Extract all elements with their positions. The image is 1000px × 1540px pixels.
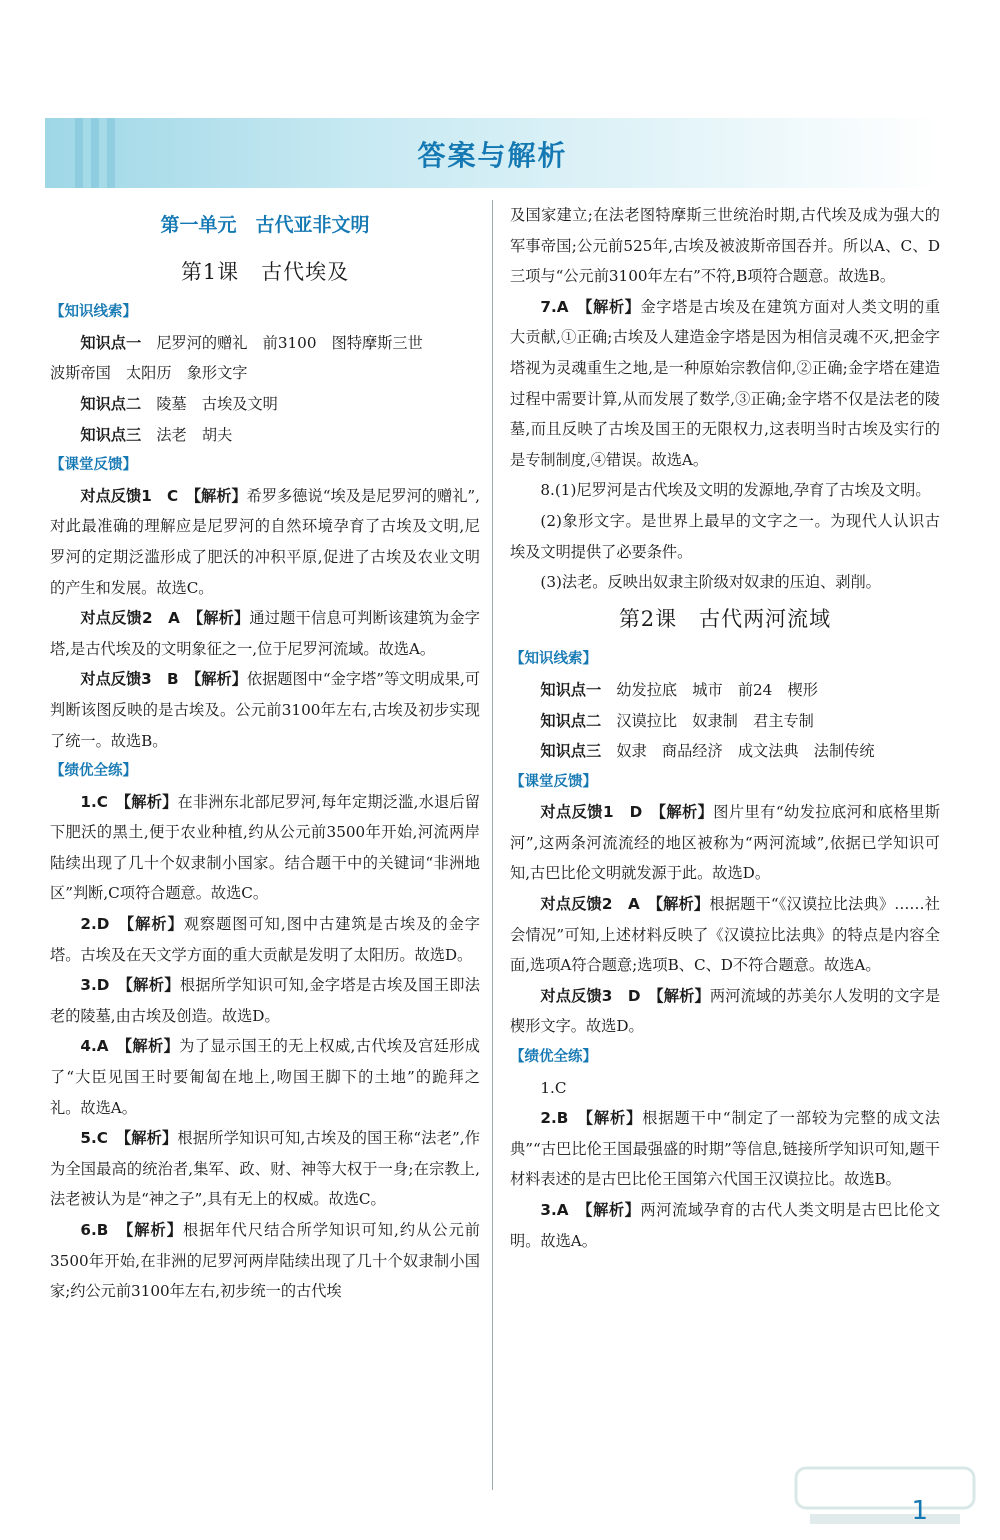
kp-label: 知识点二 (540, 711, 602, 730)
answer-text: 根据年代尺结合所学知识可知,约从公元前3500年开始,在非洲的尼罗河两岸陆续出现了几十个奴隶制小国家;约公元前3100年左右,初步统一的古代埃 (50, 1221, 480, 1301)
answer-label: 对点反馈1 D 【解析】 (540, 803, 714, 822)
section-tag-class-feedback: 【课堂反馈】 (510, 773, 597, 790)
answer-label: 3.D 【解析】 (80, 976, 180, 995)
knowledge-point-3 (510, 736, 940, 767)
answer-text: 根据所学知识可知,古埃及的国王称“法老”,作为全国最高的统治者,集军、政、财、神等大权于一身;在宗教上,法老被认为是“神之子”,具有无上的权威。故选C。 (50, 1129, 480, 1209)
header-banner (45, 118, 940, 188)
answer-3 (510, 1195, 940, 1256)
kp-text: 奴隶 商品经济 成文法典 法制传统 (616, 742, 875, 761)
answer-text: 根据所学知识可知,金字塔是古埃及国王即法老的陵墓,由古埃及创造。故选D。 (50, 976, 480, 1025)
knowledge-point-1-cont: 波斯帝国 太阳历 象形文字 (50, 364, 248, 383)
feedback-1 (50, 481, 480, 603)
feedback-2 (510, 889, 940, 981)
knowledge-point-1 (50, 328, 480, 359)
column-divider (492, 200, 493, 1490)
section-tag-practice: 【绩优全练】 (510, 1049, 597, 1066)
kp-label: 知识点二 (80, 394, 142, 413)
answer-text: 依据题图中“金字塔”等文明成果,可判断该图反映的是古埃及。公元前3100年左右,古埃及初步实现了统一。故选B。 (50, 670, 481, 750)
banner-title: 答案与解析 (417, 139, 568, 172)
left-column (50, 200, 480, 1307)
kp-label: 知识点三 (540, 742, 602, 761)
answer-text: 在非洲东北部尼罗河,每年定期泛滥,水退后留下肥沃的黑土,便于农业种植,约从公元前3500年开始,河流两岸陆续出现了几十个奴隶制小国家。结合题干中的关键词“非洲地区”判断,C项符合题意。故选C。 (50, 792, 480, 903)
lesson-2-title: 第2课 古代两河流域 (618, 606, 832, 631)
knowledge-point-3 (50, 420, 480, 451)
feedback-3 (50, 664, 480, 756)
answer-label: 2.D 【解析】 (80, 915, 184, 934)
answer-1 (50, 787, 480, 909)
answer-text: 根据题干“《汉谟拉比法典》……社会情况”可知,上述材料反映了《汉谟拉比法典》的特点是内容全面,选项A符合题意;选项B、C、D不符合题意。故选A。 (510, 895, 940, 975)
answer-3 (50, 970, 480, 1031)
answer-text: 两河流域孕育的古代人类文明是古巴比伦文明。故选A。 (510, 1201, 941, 1250)
answer-5 (50, 1123, 480, 1215)
knowledge-point-1 (510, 675, 940, 706)
answer-label: 对点反馈3 B 【解析】 (80, 670, 247, 689)
answer-text: 通过题干信息可判断该建筑为金字塔,是古代埃及的文明象征之一,位于尼罗河流域。故选A。 (50, 609, 480, 658)
knowledge-point-2 (510, 706, 940, 737)
answer-label: 1.C 【解析】 (80, 792, 178, 811)
answer-text: 根据题干中“制定了一部较为完整的成文法典”“古巴比伦王国最强盛的时期”等信息,链接所学知识可知,题干材料表述的是古巴比伦王国第六代国王汉谟拉比。故选B。 (510, 1109, 940, 1189)
kp-text: 幼发拉底 城市 前24 楔形 (616, 680, 818, 699)
answer-text: 金字塔是古埃及在建筑方面对人类文明的重大贡献,①正确;古埃及人建造金字塔是因为相信灵魂不灭,把金字塔视为灵魂重生之地,是一种原始宗教信仰,②正确;金字塔在建造过程中需要计算,从而发展了数学,③正确;金字塔不仅是法老的陵墓,而且反映了古埃及国王的无限权力,这表明当时古埃及实行的是专制制度,④错误。故选A。 (510, 297, 941, 469)
kp-text: 陵墓 古埃及文明 (156, 394, 278, 413)
answer-1: 1.C (540, 1078, 567, 1097)
answer-8-1: 8.(1)尼罗河是古代埃及文明的发源地,孕育了古埃及文明。 (540, 481, 931, 500)
feedback-3 (510, 981, 940, 1042)
answer-text: 为了显示国王的无上权威,古代埃及宫廷形成了“大臣见国王时要匍匐在地上,吻国王脚下的土地”的跪拜之礼。故选A。 (50, 1037, 480, 1117)
section-tag-knowledge: 【知识线索】 (50, 304, 137, 321)
answer-6-cont: 及国家建立;在法老图特摩斯三世统治时期,古代埃及成为强大的军事帝国;公元前525年,古埃及被波斯帝国吞并。所以A、C、D三项与“公元前3100年左右”不符,B项符合题意。故选B。 (510, 206, 940, 286)
section-tag-class-feedback: 【课堂反馈】 (50, 457, 137, 474)
section-tag-practice: 【绩优全练】 (50, 763, 137, 780)
answer-text: 图片里有“幼发拉底河和底格里斯河”,这两条河流流经的地区被称为“两河流域”,依据已学知识可知,古巴比伦文明就发源于此。故选D。 (510, 803, 941, 883)
answer-6 (50, 1215, 480, 1307)
answer-text: 两河流域的苏美尔人发明的文字是楔形文字。故选D。 (510, 986, 941, 1036)
lesson-1-title: 第1课 古代埃及 (180, 259, 350, 284)
answer-2 (50, 909, 480, 970)
answer-label: 4.A 【解析】 (80, 1037, 180, 1056)
kp-label: 知识点三 (80, 425, 142, 444)
watermark-logo (790, 1460, 980, 1530)
answer-label: 7.A 【解析】 (540, 297, 641, 316)
answer-label: 对点反馈2 A 【解析】 (80, 609, 250, 628)
answer-7 (510, 292, 940, 476)
kp-label: 知识点一 (540, 680, 602, 699)
feedback-1 (510, 797, 940, 889)
answer-label: 对点反馈1 C 【解析】 (80, 486, 247, 505)
answer-label: 对点反馈3 D 【解析】 (540, 986, 710, 1005)
answer-2 (510, 1103, 940, 1195)
knowledge-point-2 (50, 389, 480, 420)
answer-label: 6.B 【解析】 (80, 1221, 183, 1239)
page-number: 1 (911, 1496, 928, 1526)
right-column (510, 200, 940, 1256)
answer-4 (50, 1031, 480, 1123)
answer-label: 对点反馈2 A 【解析】 (540, 895, 710, 914)
kp-text: 法老 胡夫 (156, 425, 233, 444)
kp-label: 知识点一 (80, 333, 142, 352)
kp-text: 汉谟拉比 奴隶制 君主专制 (616, 711, 814, 730)
answer-text: 希罗多德说“埃及是尼罗河的赠礼”,对此最准确的理解应是尼罗河的自然环境孕育了古埃及文明,尼罗河的定期泛滥形成了肥沃的冲积平原,促进了古埃及农业文明的产生和发展。故选C。 (50, 486, 481, 597)
kp-text: 尼罗河的赠礼 前3100 图特摩斯三世 (156, 333, 423, 352)
feedback-2 (50, 603, 480, 664)
answer-text: 观察题图可知,图中古建筑是古埃及的金字塔。古埃及在天文学方面的重大贡献是发明了太阳历。故选D。 (50, 915, 480, 964)
answer-8-3: (3)法老。反映出奴隶主阶级对奴隶的压迫、剥削。 (540, 573, 881, 592)
answer-label: 3.A 【解析】 (540, 1201, 641, 1219)
section-tag-knowledge: 【知识线索】 (510, 651, 597, 668)
unit-title: 第一单元 古代亚非文明 (160, 214, 370, 236)
answer-8-2: (2)象形文字。是世界上最早的文字之一。为现代人认识古埃及文明提供了必要条件。 (510, 511, 940, 561)
answer-label: 5.C 【解析】 (80, 1129, 178, 1148)
answer-label: 2.B 【解析】 (540, 1109, 643, 1128)
